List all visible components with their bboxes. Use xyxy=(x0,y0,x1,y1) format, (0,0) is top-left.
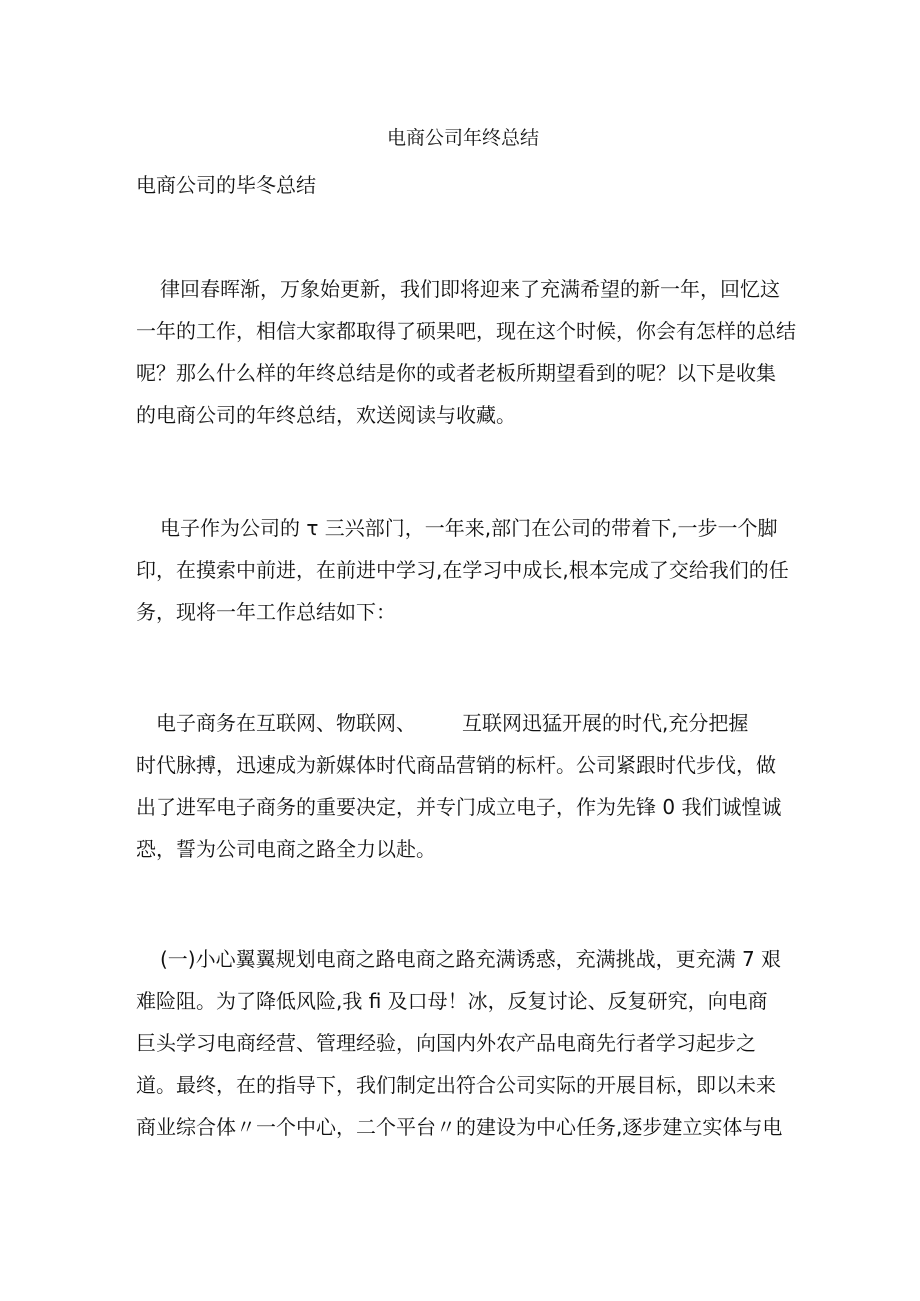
paragraph-line xyxy=(136,702,796,744)
paragraph-line: 律回春晖渐，万象始更新，我们即将迎来了充满希望的新一年，回忆这 xyxy=(160,277,780,301)
paragraph-line: 呢？那么什么样的年终总结是你的或者老板所期望看到的呢？以下是收集 xyxy=(136,361,776,385)
paragraph-line: 巨头学习电商经营、管理经验，向国内外农产品电商先行者学习起步之 xyxy=(136,1031,756,1055)
paragraph-line-segment: 电子商务在互联网、物联网、 xyxy=(156,711,416,735)
paragraph-line: 印，在摸索中前进，在前进中学习,在学习中成长,根本完成了交给我们的任 xyxy=(136,558,789,582)
paragraph-line: 商业综合体〃一个中心，二个平台〃的建设为中心任务,逐步建立实体与电 xyxy=(136,1115,783,1139)
paragraph-ecommerce xyxy=(136,702,796,870)
document-title: 电商公司年终总结 xyxy=(386,127,539,149)
paragraph-line: 的电商公司的年终总结，欢送阅读与收藏。 xyxy=(136,403,516,427)
paragraph-department xyxy=(136,507,796,633)
paragraph-line: 务，现将一年工作总结如下： xyxy=(136,600,396,624)
paragraph-line: 道。最终，在的指导下，我们制定出符合公司实际的开展目标，即以未来 xyxy=(136,1073,776,1097)
paragraph-line: (一)小心翼翼规划电商之路电商之路充满诱惑，充满挑战，更充满 7 艰 xyxy=(160,947,782,971)
paragraph-line: 难险阻。为了降低风险,我 fi 及口母！冰，反复讨论、反复研究，向电商 xyxy=(136,989,768,1013)
document-subtitle: 电商公司的毕冬总结 xyxy=(136,173,316,197)
paragraph-line: 时代脉搏，迅速成为新媒体时代商品营销的标杆。公司紧跟时代步伐，做 xyxy=(136,753,776,777)
paragraph-line: 电子作为公司的 τ 三兴部门，一年来,部门在公司的带着下,一步一个脚 xyxy=(160,516,778,540)
paragraph-line-segment: 互联网迅猛开展的时代,充分把握 xyxy=(462,711,749,735)
paragraph-line: 恐，誓为公司电商之路全力以赴。 xyxy=(136,837,436,861)
paragraph-planning xyxy=(136,938,796,1148)
paragraph-line: 一年的工作，相信大家都取得了硕果吧，现在这个时候，你会有怎样的总结 xyxy=(136,319,796,343)
paragraph-line: 出了进军电子商务的重要决定，并专门成立电子，作为先锋 0 我们诚惶诚 xyxy=(136,795,782,819)
paragraph-intro xyxy=(136,268,796,436)
